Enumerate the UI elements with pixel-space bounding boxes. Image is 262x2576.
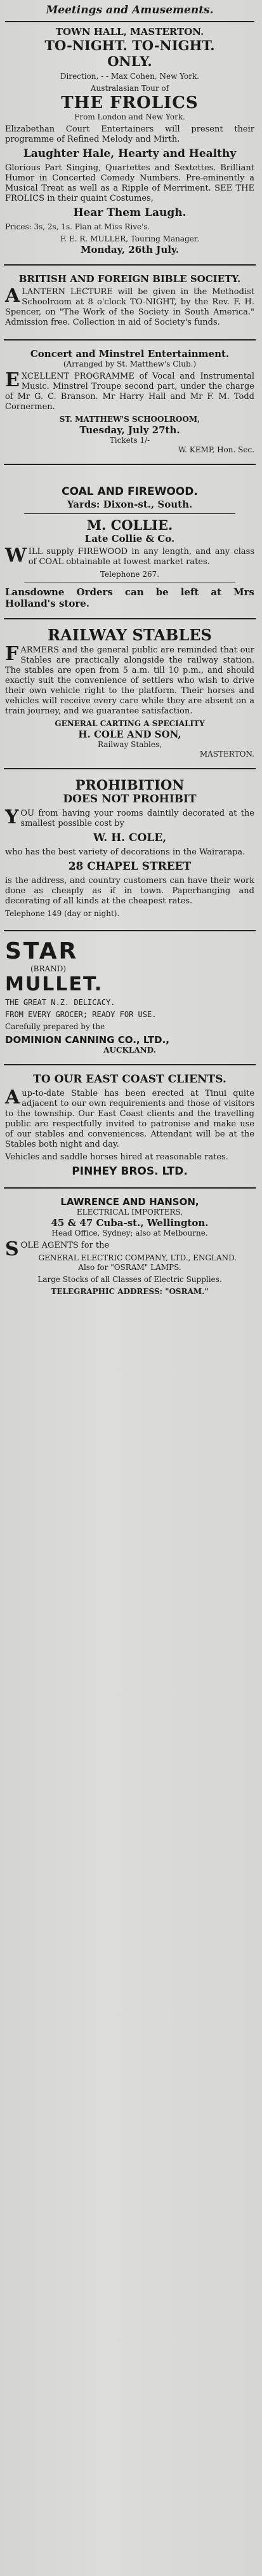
bible-ad <box>4 269 256 335</box>
frolics-desc-2: Glorious Part Singing, Quartettes and Sextettes. Brilliant Humor in Concerted Comedy Numbers. Pre-eminently a Musical Treat as well as a Ripple of Merriment. SEE THE FROLICS in their quaint Costumes, <box>5 163 254 203</box>
divider <box>4 1187 256 1189</box>
coal-body: WILL supply FIREWOOD in any length, and any class of COAL obtainable at lowest market rates. <box>5 544 254 567</box>
railway-ad <box>4 623 256 764</box>
mullet-star: STAR <box>5 938 79 964</box>
divider <box>4 464 256 465</box>
lawrence-telegraphic: TELEGRAPHIC ADDRESS: "OSRAM." <box>51 1287 209 1296</box>
mullet-packed: Carefully prepared by the <box>5 1022 105 1031</box>
mullet-tagline: THE GREAT N.Z. DELICACY. <box>5 998 115 1007</box>
lawrence-ad <box>4 1192 256 1302</box>
prohibition-body: YOU from having your rooms daintily decorated at the smallest possible cost by <box>5 806 254 828</box>
lawrence-name: LAWRENCE AND HANSON, <box>60 1196 199 1208</box>
hall-name: TOWN HALL, MASTERTON. <box>55 26 204 37</box>
date-line: Monday, 26th July. <box>80 244 180 255</box>
prohibition-name: W. H. COLE, <box>93 832 167 844</box>
divider <box>4 1064 256 1065</box>
only-line: ONLY. <box>107 53 152 69</box>
divider <box>4 339 256 341</box>
coal-yards: Yards: Dixon-st., South. <box>67 499 193 510</box>
divider <box>24 513 235 514</box>
concert-arranged: (Arranged by St. Matthew's Club.) <box>63 360 197 368</box>
concert-title: Concert and Minstrel Entertainment. <box>30 348 230 360</box>
spacer <box>4 469 256 482</box>
lawrence-address: 45 & 47 Cuba-st., Wellington. <box>51 1217 209 1229</box>
pinhey-ad <box>4 1069 256 1183</box>
bible-body: ALANTERN LECTURE will be given in the Methodist Schoolroom at 8 o'clock TO-NIGHT, by the Rev. F. H. Spencer, on "The Work of the Society in South America." Admission free. Collection in aid of Society's funds. <box>5 285 254 327</box>
lawrence-stocks: Large Stocks of all Classes of Electric Supplies. <box>37 1275 222 1284</box>
prohibition-line-1: PROHIBITION <box>75 777 185 793</box>
pinhey-title: TO OUR EAST COAST CLIENTS. <box>33 1073 226 1086</box>
concert-body: EXCELLENT PROGRAMME of Vocal and Instrumental Music. Minstrel Troupe second part, under the charge of Mr G. C. Branson. Mr Harry Hall and Mr F. M. Todd Cornermen. <box>5 369 254 412</box>
pinhey-name: PINHEY BROS. LTD. <box>72 1165 188 1178</box>
divider <box>5 21 254 22</box>
railway-owner: H. COLE AND SON, <box>78 729 181 740</box>
frolics-desc: Elizabethan Court Entertainers will present their programme of Refined Melody and Mirth. <box>5 125 254 144</box>
prohibition-ad <box>4 773 256 926</box>
mullet-company: DOMINION CANNING CO., LTD., <box>5 1034 169 1046</box>
railway-stables: Railway Stables, <box>98 740 162 749</box>
divider <box>4 930 256 931</box>
prohibition-body-3: is the address, and country customers can have their work done as cheaply as if in town. Paperhanging and decorating of all kinds at the cheapest rates. <box>5 876 254 906</box>
from-line: From London and New York. <box>74 112 185 121</box>
concert-tickets: Tickets 1/- <box>109 436 150 445</box>
lawrence-trade: ELECTRICAL IMPORTERS, <box>76 1208 183 1217</box>
railway-title: RAILWAY STABLES <box>48 626 212 644</box>
hear-line: Hear Them Laugh. <box>73 206 187 219</box>
mullet-ad <box>4 935 256 1060</box>
mullet-brand: (BRAND) <box>30 964 67 973</box>
divider <box>4 264 256 266</box>
coal-late: Late Collie & Co. <box>84 533 175 544</box>
mullet-name: MULLET. <box>5 973 103 995</box>
mullet-city: AUCKLAND. <box>103 1046 156 1055</box>
manager-line: F. E. R. MULLER, Touring Manager. <box>60 234 200 243</box>
prohibition-telephone: Telephone 149 (day or night). <box>5 909 120 918</box>
railway-general: GENERAL CARTING A SPECIALITY <box>55 719 205 728</box>
railway-body: FARMERS and the general public are reminded that our Stables are practically alongside the railway station. The stables are open from 5 a.m. till 10 p.m., and should exactly suit the convenience of settlers who wish to drive their own vehicle right to the platform. Their horses and vehicles will receive every care while they are absent on a train journey, and we guarantee satisfaction. <box>5 643 254 716</box>
concert-ad <box>4 344 256 460</box>
meetings-ad <box>4 0 256 260</box>
lawrence-company: GENERAL ELECTRIC COMPANY, LTD., ENGLAND. <box>38 1253 237 1262</box>
coal-orders: Lansdowne Orders can be left at Mrs Holland's store. <box>5 586 254 609</box>
section-header: Meetings and Amusements. <box>46 4 214 17</box>
laughter-line: Laughter Hale, Hearty and Healthy <box>23 147 237 160</box>
frolics-title: THE FROLICS <box>61 93 199 112</box>
pinhey-rates: Vehicles and saddle horses hired at reasonable rates. <box>5 1152 228 1162</box>
divider <box>4 768 256 769</box>
prohibition-line-2: DOES NOT PROHIBIT <box>63 793 197 806</box>
coal-telephone: Telephone 267. <box>100 570 160 579</box>
pinhey-body: Aup-to-date Stable has been erected at Tinui quite adjacent to our own requirements and those of visitors to the township. Our East Coast clients and the travelling public are respectfully invited to patronise and make use of our stables and conveniences. Attendant will be at the Stables both night and day. <box>5 1086 254 1149</box>
mullet-grocer: FROM EVERY GROCER; READY FOR USE. <box>5 1010 157 1019</box>
concert-venue: ST. MATTHEW'S SCHOOLROOM, <box>59 415 200 424</box>
coal-name: M. COLLIE. <box>86 517 173 533</box>
direction-line: Direction, - - Max Cohen, New York. <box>60 72 200 81</box>
concert-date: Tuesday, July 27th. <box>79 424 180 436</box>
tour-line: Australasian Tour of <box>90 84 169 93</box>
prohibition-address: 28 CHAPEL STREET <box>68 860 192 873</box>
prohibition-body-2: who has the best variety of decorations in the Wairarapa. <box>5 847 246 857</box>
lawrence-office: Head Office, Sydney; also at Melbourne. <box>51 1229 208 1237</box>
concert-secretary: W. KEMP, Hon. Sec. <box>178 445 254 454</box>
divider <box>4 618 256 619</box>
prices-line: Prices: 3s, 2s, 1s. Plan at Miss Rive's. <box>5 222 150 231</box>
tonight-line: TO-NIGHT. TO-NIGHT. <box>44 37 215 53</box>
railway-town: MASTERTON. <box>199 750 254 759</box>
coal-ad <box>4 482 256 614</box>
lawrence-agents: SOLE AGENTS for the <box>5 1238 110 1260</box>
coal-title: COAL AND FIREWOOD. <box>62 485 198 498</box>
bible-title: BRITISH AND FOREIGN BIBLE SOCIETY. <box>18 273 241 285</box>
lawrence-lamps: Also for "OSRAM" LAMPS. <box>78 1263 181 1272</box>
